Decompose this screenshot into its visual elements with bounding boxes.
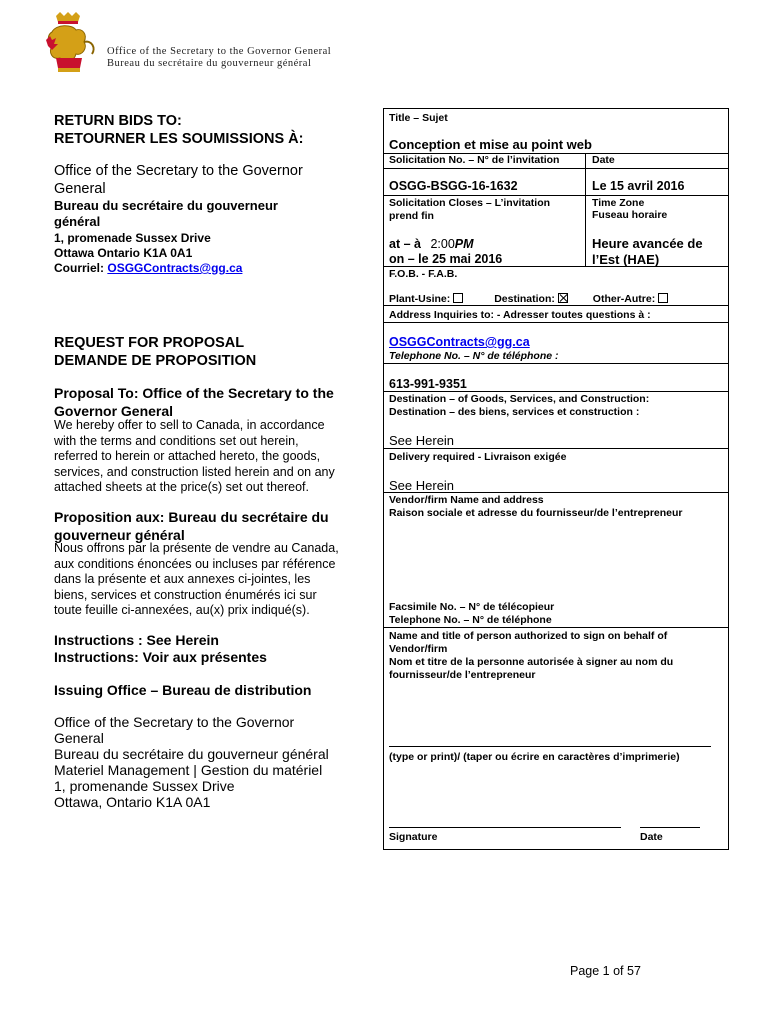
timezone-label-2: Fuseau horaire [592,209,668,221]
signature-line[interactable] [389,827,621,828]
vendor-label-1: Vendor/firm Name and address [389,494,544,506]
fob-cell [383,267,729,306]
type-print-label: (type or print)/ (taper ou écrire en caractères d’imprimerie) [389,751,680,763]
fax-label: Facsimile No. – N° de télécopieur [389,601,555,613]
date-label: Date [592,154,615,166]
title-value: Conception et mise au point web [389,137,592,152]
rfp-heading-en: REQUEST FOR PROPOSAL [54,335,245,351]
issuing-line: 1, promenande Sussex Drive [54,778,235,794]
timezone-label-1: Time Zone [592,197,645,209]
telephone-label-cell [383,323,729,364]
solicitation-header-cell [383,154,729,169]
solicitation-value-cell [383,169,729,196]
issuing-line: Office of the Secretary to the Governor [54,714,295,730]
issuing-line: General [54,730,104,746]
other-label: Other-Autre: [592,293,656,305]
delivery-cell [383,449,729,493]
vendor-cell[interactable] [383,493,729,628]
address-line-2: Ottawa Ontario K1A 0A1 [54,246,193,260]
issuing-line: Bureau du secrétaire du gouverneur général [54,746,329,762]
see-herein-destination: See Herein [389,433,455,448]
inquiries-label: Address Inquiries to: - Adresser toutes questions à : [389,309,651,321]
issuing-line: Ottawa, Ontario K1A 0A1 [54,794,211,810]
destination-label: Destination: [494,293,555,305]
pm-label: PM [454,237,474,251]
destination-cell [383,392,729,449]
title-label: Title – Sujet [389,112,448,124]
telephone-label: Telephone No. – N° de téléphone : [389,350,559,362]
office-name-en: Office of the Secretary to the Governor General [54,163,303,197]
date-line[interactable] [640,827,700,828]
courriel-email-link[interactable]: OSGGContracts@gg.ca [107,261,243,275]
see-herein-delivery: See Herein [389,478,455,493]
solicitation-label: Solicitation No. – N° de l’invitation [389,154,560,166]
header-org-en: Office of the Secretary to the Governor General [107,46,332,57]
inquiries-header-cell [383,306,729,323]
instructions-fr: Instructions: Voir aux présentes [54,649,267,665]
closes-date: on – le 25 mai 2016 [389,252,503,266]
authorized-fr: Nom et titre de la personne autorisée à signer au nom du fournisseur/de l’entrepreneur [389,656,674,681]
dest-goods-en: Destination – of Goods, Services, and Construction: [389,393,650,405]
vendor-label-2: Raison sociale et adresse du fournisseur/de l’entrepreneur [389,507,683,519]
courriel-label: Courriel: [54,261,105,275]
instructions-en: Instructions : See Herein [54,632,219,648]
address-line-1: 1, promenade Sussex Drive [54,231,211,245]
rfp-heading-fr: DEMANDE DE PROPOSITION [54,353,257,369]
time-value: 2:00 [430,237,455,251]
return-bids-heading-en: RETURN BIDS TO: [54,113,182,129]
crest-logo [42,12,100,74]
date-value: Le 15 avril 2016 [592,179,685,193]
page-number: Page 1 of 57 [570,964,641,978]
delivery-label: Delivery required - Livraison exigée [389,451,567,463]
sig-date-label: Date [640,831,663,843]
solicitation-value: OSGG-BSGG-16-1632 [389,179,518,193]
dest-goods-fr: Destination – des biens, services et construction : [389,406,640,418]
name-signature-line[interactable] [389,746,711,747]
office-name-fr: Bureau du secrétaire du gouverneur général [54,198,278,229]
authorized-en: Name and title of person authorized to sign on behalf of Vendor/firm [389,630,668,655]
signature-label: Signature [389,831,438,843]
telephone-value-cell [383,364,729,392]
timezone-value: Heure avancée de l’Est (HAE) [592,236,703,267]
inquiries-email-link[interactable]: OSGGContracts@gg.ca [389,335,530,349]
issuing-office-heading: Issuing Office – Bureau de distribution [54,682,312,698]
proposal-to-en: Proposal To: Office of the Secretary to the Governor General [54,385,334,419]
proposal-body-en: We hereby offer to sell to Canada, in accordance with the terms and conditions set out herein, referred to herein or attached hereto, the goods, services, and construction listed herein and on any attached sheets at the price(s) set out thereof. [54,418,335,494]
plant-label: Plant-Usine: [389,293,451,305]
header-org-fr: Bureau du secrétaire du gouverneur général [107,58,312,69]
issuing-line: Materiel Management | Gestion du matériel [54,762,323,778]
closes-cell [383,196,729,267]
return-bids-heading-fr: RETOURNER LES SOUMISSIONS À: [54,131,304,147]
issuing-office-address [54,714,329,810]
closes-label: Solicitation Closes – L’invitation prend fin [389,197,551,222]
phone-label: Telephone No. – N° de téléphone [389,614,552,626]
proposal-body-fr: Nous offrons par la présente de vendre au Canada, aux conditions énoncées ou incluses par référence dans la présente et aux annexes ci-jointes, les biens, services et construction énumérés ici sur toute feuille ci-annexées, au(x) prix indiqué(s). [54,541,339,617]
at-label: at – à [389,237,421,251]
fob-label: F.O.B. - F.A.B. [389,268,458,280]
courriel-line [54,261,242,276]
telephone-value: 613-991-9351 [389,377,467,391]
proposal-to-fr: Proposition aux: Bureau du secrétaire du gouverneur général [54,509,329,543]
